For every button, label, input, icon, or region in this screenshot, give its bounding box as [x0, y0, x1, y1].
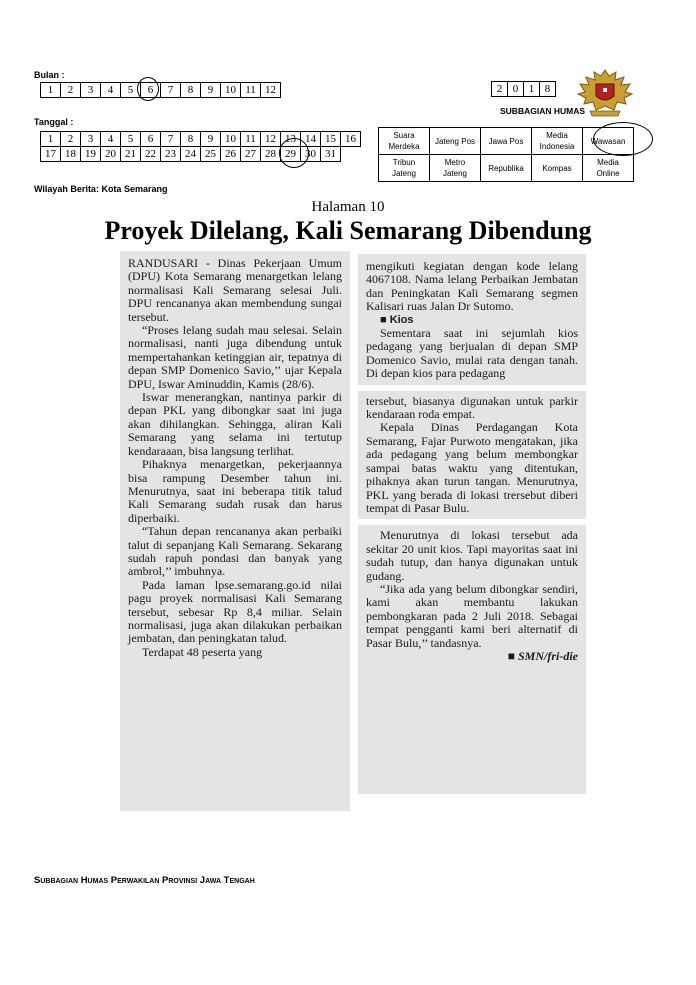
col2-top-paragraph: mengikuti kegiatan dengan kode lelang 4067108. Nama lelang Perbaikan Jembatan dan Peningkatan Kali Semarang segmen Kalisari ruas Jalan Dr Sutomo. [366, 259, 578, 314]
article-title: Proyek Dilelang, Kali Semarang Dibendung [104, 216, 592, 245]
year-box [491, 81, 556, 97]
media-cell: Media Online [583, 155, 634, 182]
day-cell: 27 [241, 147, 261, 162]
media-cell: Jateng Pos [430, 128, 481, 155]
year-digit-cell: 2 [492, 82, 508, 97]
day-cell: 21 [121, 147, 141, 162]
day-cell: 24 [181, 147, 201, 162]
article-column-1 [120, 251, 350, 811]
article-paragraph: “Tahun depan rencananya akan perbaiki talut di sepanjang Kali Semarang. Sekarang sudah rapuh pondasi dan banyak yang ambrol,’’ imbuhnya. [128, 524, 342, 579]
day-cell: 28 [261, 147, 281, 162]
article-paragraph: tersebut, biasanya digunakan untuk parkir kendaraan roda empat. [366, 393, 578, 422]
day-cell: 31 [321, 147, 341, 162]
month-cell: 6 [141, 83, 161, 98]
page-number: Halaman 10 [311, 199, 385, 215]
day-cell: 13 [281, 132, 301, 147]
day-cell: 29 [281, 147, 301, 162]
year-digit-cell: 0 [508, 82, 524, 97]
day-cell: 25 [201, 147, 221, 162]
day-cell: 12 [261, 132, 281, 147]
day-selection-circle [279, 138, 309, 168]
day-cell: 7 [161, 132, 181, 147]
media-cell: Wawasan [583, 128, 634, 155]
month-cell: 11 [241, 83, 261, 98]
bulan-label: Bulan : [34, 70, 65, 80]
article-paragraph: “Jika ada yang belum dibongkar sendiri, kami akan membantu lakukan pembongkaran pada 2 Juli 2018. Sebagai tempat pengganti kami beri alternatif di Pasar Bulu,’’ tandasnya. [366, 581, 578, 650]
article-column-2 [358, 254, 586, 794]
day-cell: 19 [81, 147, 101, 162]
month-cell: 12 [261, 83, 281, 98]
footer-org: Subbagian Humas Perwakilan Provinsi Jawa Tengah [34, 875, 255, 886]
year-digit-cell: 8 [540, 82, 556, 97]
day-cell: 23 [161, 147, 181, 162]
day-cell: 9 [201, 132, 221, 147]
media-cell: Tribun Jateng [379, 155, 430, 182]
col2-kios-paragraph: Sementara saat ini sejumlah kios pedagang yang berjualan di depan SMP Domenico Savio, mulai rata dengan tanah. Di depan kios para pedagang [366, 326, 578, 381]
col2-bottom [366, 529, 578, 650]
day-cell: 6 [141, 132, 161, 147]
month-cell: 2 [61, 83, 81, 98]
day-cell: 10 [221, 132, 241, 147]
month-grid [40, 82, 281, 98]
day-cell: 26 [221, 147, 241, 162]
kios-subheading-text: Kios [389, 313, 414, 326]
media-cell: Kompas [532, 155, 583, 182]
article-paragraph: Terdapat 48 peserta yang [142, 644, 263, 659]
day-cell: 22 [141, 147, 161, 162]
day-cell: 5 [121, 132, 141, 147]
garuda-emblem-icon [576, 66, 634, 123]
day-cell: 1 [41, 132, 61, 147]
column-gap [358, 519, 586, 525]
article-paragraph: “Proses lelang sudah mau selesai. Selain normalisasi, nanti juga dibendung untuk mempertahankan ketinggian air, tepatnya di depan SMP Domenico Savio,’’ ujar Kepala DPU, Iswar Aminuddin, Kamis (28/6). [128, 323, 342, 391]
column-gap [358, 385, 586, 391]
day-cell: 3 [81, 132, 101, 147]
day-cell: 2 [61, 132, 81, 147]
month-cell: 4 [101, 83, 121, 98]
media-cell: Suara Merdeka [379, 128, 430, 155]
day-cell: 14 [301, 132, 321, 147]
byline: ■ SMN/fri-die [507, 648, 578, 663]
month-selection-circle [137, 77, 159, 101]
month-cell: 3 [81, 83, 101, 98]
article-paragraph: Pada laman lpse.semarang.go.id nilai pagu proyek normalisasi Kali Semarang tersebut, sebesar Rp 8,4 miliar. Selain normalisasi, juga akan dilakukan perbaikan jembatan, dan peningkatan talud. [128, 577, 342, 646]
year-digit-cell: 1 [524, 82, 540, 97]
wilayah-berita: Wilayah Berita: Kota Semarang [34, 184, 168, 194]
col2-middle [366, 395, 578, 516]
article-paragraph: Menurutnya di lokasi tersebut ada sekitar 20 unit kios. Tapi mayoritas saat ini sudah tutup, dan hanya digunakan untuk gudang. [366, 528, 578, 583]
kios-subheading: ■ Kios [380, 313, 414, 326]
month-cell: 8 [181, 83, 201, 98]
day-cell: 15 [321, 132, 341, 147]
month-cell: 7 [161, 83, 181, 98]
day-cell: 4 [101, 132, 121, 147]
month-cell: 10 [221, 83, 241, 98]
day-cell: 16 [341, 132, 361, 147]
article-paragraph: Pihaknya menargetkan, pekerjaannya bisa rampung Desember tahun ini. Menurutnya, saat ini beberapa titik talud Kali Semarang sudah rusak dan harus diperbaiki. [128, 457, 342, 525]
month-cell: 9 [201, 83, 221, 98]
month-cell: 1 [41, 83, 61, 98]
byline-text: SMN/fri-die [518, 648, 578, 663]
media-selection-circle [593, 122, 653, 156]
month-cell: 5 [121, 83, 141, 98]
day-cell: 20 [101, 147, 121, 162]
article-paragraph: Kepala Dinas Perdagangan Kota Semarang, Fajar Purwoto mengatakan, jika ada pedagang yang belum membongkar sampai batas waktu yang ditentukan, pihaknya akan turun tangan. Menurutnya, PKL yang berada di lokasi trersebut diberi tempat di Pasar Bulu. [366, 420, 578, 515]
day-cell: 17 [41, 147, 61, 162]
day-cell: 18 [61, 147, 81, 162]
day-cell: 30 [301, 147, 321, 162]
media-cell: Republika [481, 155, 532, 182]
media-cell: Jawa Pos [481, 128, 532, 155]
article-paragraph: RANDUSARI - Dinas Pekerjaan Umum (DPU) Kota Semarang menargetkan lelang normalisasi Kali Semarang selesai Juli. DPU rencananya akan membendung sungai tersebut. [128, 256, 342, 324]
article-paragraph: Iswar menerangkan, nantinya parkir di depan PKL yang dibongkar saat ini juga akan dihilangkan. Sehingga, aliran Kali Semarang yang selama ini tertutup kendaraaan, bisa langsung terlihat. [128, 390, 342, 458]
subbagian-humas: SUBBAGIAN HUMAS [500, 106, 585, 116]
media-cell: Media Indonesia [532, 128, 583, 155]
tanggal-label: Tanggal : [34, 117, 74, 127]
day-grid [40, 131, 361, 162]
media-cell: Metro Jateng [430, 155, 481, 182]
day-cell: 11 [241, 132, 261, 147]
day-cell: 8 [181, 132, 201, 147]
